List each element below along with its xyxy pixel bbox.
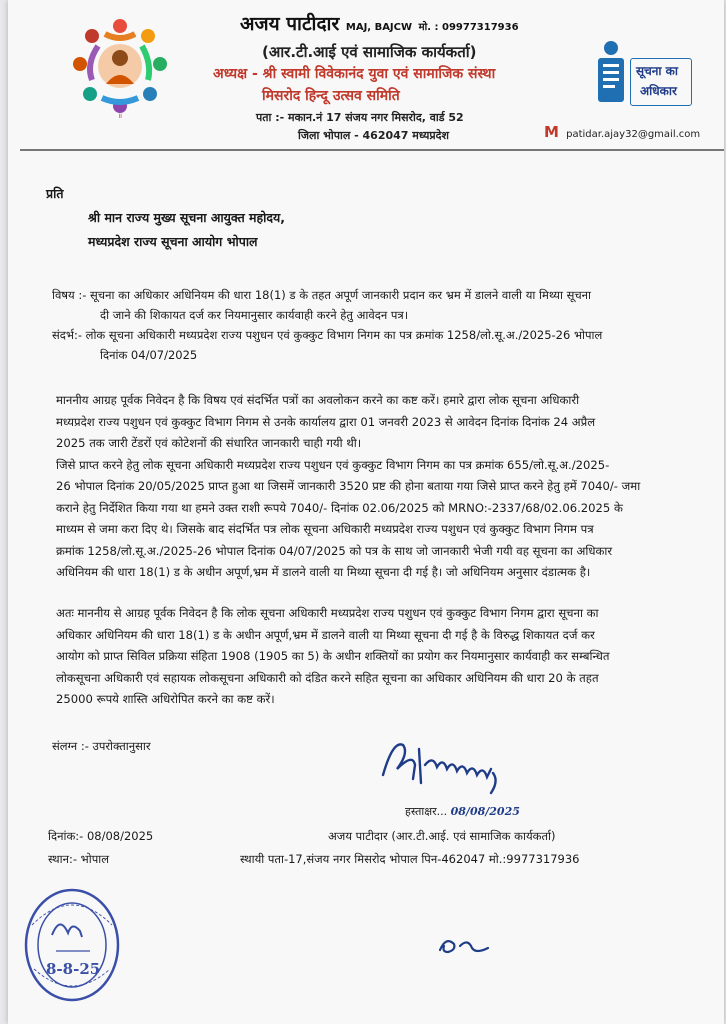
rti-logo-text-line2: अधिकार bbox=[640, 84, 677, 98]
rti-logo-text-line1: सूचना का bbox=[636, 64, 679, 78]
subject-line2: दी जाने की शिकायत दर्ज कर नियमानुसार कार्यवाही करने हेतु आवेदन पत्र। bbox=[100, 308, 409, 322]
para1-line: कराने हेतु निर्देशित किया गया था हमने उक्त राशी रूपये 7040/- दिनांक 02.06/2025 को MRNO:-2337/68/02.06.2025 के bbox=[56, 500, 623, 515]
signatory-name: अजय पाटीदार (आर.टी.आई. एवं सामाजिक कार्यकर्ता) bbox=[328, 829, 556, 843]
para1-line: जिसे प्राप्त करने हेतु लोक सूचना अधिकारी मध्यप्रदेश राज्य पशुधन एवं कुक्कुट विभाग निगम का पत्र क्रमांक 655/लो.सू.अ./2025- bbox=[56, 457, 610, 472]
header-address-line1: पता :- मकान.नं 17 संजय नगर मिसरोद, वार्ड 52 bbox=[256, 111, 464, 124]
header-email bbox=[544, 123, 700, 141]
para2-line: अधिकार अधिनियम की धारा 18(1) ड के अधीन अपूर्ण,भ्रम में डालने वाली या मिथ्या सूचना दी गई है के विरुद्ध शिकायत दर्ज कर bbox=[56, 627, 595, 642]
addressee-line1: श्री मान राज्य मुख्य सूचना आयुक्त महोदय, bbox=[88, 210, 286, 225]
signature-line bbox=[405, 804, 520, 819]
paragraph-2 bbox=[56, 603, 610, 711]
para1-line: अधिनियम की धारा 18(1) ड के अधीन अपूर्ण,भ्रम में डालने वाली या मिथ्या सूचना दी गई है। जो अधिनियम अनुसार दंडात्मक है। bbox=[56, 565, 591, 579]
header-name bbox=[240, 10, 519, 36]
email-text: patidar.ajay32@gmail.com bbox=[566, 129, 701, 140]
qualification-text: MAJ, BAJCW bbox=[345, 22, 413, 33]
header-role: (आर.टी.आई एवं सामाजिक कार्यकर्ता) bbox=[262, 43, 477, 61]
mobile-text: मो. : 09977317936 bbox=[418, 22, 519, 33]
date-label: दिनांक:- 08/08/2025 bbox=[48, 829, 154, 843]
prati-label: प्रति bbox=[46, 186, 64, 201]
rti-logo bbox=[596, 40, 691, 110]
enclosure-label: संलग्न :- उपरोक्तानुसार bbox=[52, 739, 151, 753]
para1-line: मध्यप्रदेश राज्य पशुधन एवं कुक्कुट विभाग निगम से उनके कार्यालय द्वारा 01 जनवरी 2023 से आवेदन दिनांक दिनांक 24 अप्रैल bbox=[56, 414, 596, 429]
para2-line: लोकसूचना अधिकारी एवं सहायक लोकसूचना अधिकारी को दंडित करने सहित सूचना का अधिकार अधिनियम की धारा 20 के तहत bbox=[56, 670, 599, 685]
signature-label: हस्ताक्षर... bbox=[405, 805, 448, 818]
para2-line: अतः माननीय से आग्रह पूर्वक निवेदन है कि लोक सूचना अधिकारी मध्यप्रदेश राज्य पशुधन एवं कुक्कुट विभाग निगम द्वारा सूचना का bbox=[56, 606, 599, 620]
sanstha-logo-icon bbox=[70, 14, 170, 124]
stamp-date: 8-8-25 bbox=[46, 960, 101, 978]
letter-page bbox=[8, 0, 724, 1024]
paragraph-1 bbox=[56, 390, 640, 584]
para2-line: 25000 रूपये शास्ति अधिरोपित करने का कष्ट करें। bbox=[56, 692, 275, 706]
para1-line: 26 भोपाल दिनांक 20/05/2025 प्राप्त हुआ था जिसमें जानकारी 3520 प्रष्ट की होना बताया गया जिसे प्राप्त करने हेतु हमें 7040/- जमा bbox=[56, 479, 641, 493]
para1-line: माननीय आग्रह पूर्वक निवेदन है कि विषय एवं संदर्भित पत्रों का अवलोकन करने का कष्ट करें। हमारे द्वारा लोक सूचना अधिकारी bbox=[56, 393, 580, 407]
header-organization: अध्यक्ष - श्री स्वामी विवेकानंद युवा एवं सामाजिक संस्था bbox=[213, 66, 496, 82]
addressee-line2: मध्यप्रदेश राज्य सूचना आयोग भोपाल bbox=[88, 234, 258, 249]
name-text: अजय पाटीदार bbox=[240, 13, 340, 35]
para1-line: माध्यम से जमा करा दिए थे। जिसके बाद संदर्भित पत्र लोक सूचना अधिकारी मध्यप्रदेश राज्य पशुधन एवं कुक्कुट विभाग निगम पत्र bbox=[56, 522, 594, 536]
commission-stamp-icon bbox=[22, 885, 122, 1003]
permanent-address: स्थायी पता-17,संजय नगर मिसरोद भोपाल पिन-462047 मो.:9977317936 bbox=[240, 852, 580, 866]
svg-text:॥: ॥ bbox=[117, 112, 123, 120]
header-divider bbox=[20, 149, 724, 151]
initials-icon bbox=[436, 930, 496, 958]
header-address-line2: जिला भोपाल - 462047 मध्यप्रदेश bbox=[298, 129, 449, 142]
reference-line2: दिनांक 04/07/2025 bbox=[100, 348, 198, 362]
header-samiti: मिसरोद हिन्दू उत्सव समिति bbox=[262, 88, 400, 104]
place-label: स्थान:- भोपाल bbox=[48, 852, 110, 866]
gmail-icon: M bbox=[544, 123, 559, 141]
subject-line1: विषय :- सूचना का अधिकार अधिनियम की धारा 18(1) ड के तहत अपूर्ण जानकारी प्रदान कर भ्रम में डालने वाली या मिथ्या सूचना bbox=[52, 288, 592, 302]
para1-line: 2025 तक जारी टेंडरों एवं कोटेशनों की संधारित जानकारी चाही गयी थी। bbox=[56, 436, 362, 450]
reference-line1: संदर्भ:- लोक सूचना अधिकारी मध्यप्रदेश राज्य पशुधन एवं कुक्कुट विभाग निगम का पत्र क्रमांक 1258/लो.सू.अ./2025-26 भोपाल bbox=[52, 328, 603, 342]
signature-icon bbox=[373, 735, 523, 795]
para2-line: आयोग को प्राप्त सिविल प्रक्रिया संहिता 1908 (1905 का 5) के अधीन शक्तियों का प्रयोग कर नियमानुसार कार्यवाही कर सम्बन्धित bbox=[56, 649, 610, 663]
signature-date: 08/08/2025 bbox=[450, 805, 520, 818]
para1-line: क्रमांक 1258/लो.सू.अ./2025-26 भोपाल दिनांक 04/07/2025 को पत्र के साथ जो जानकारी भेजी गयी वह सूचना का अधिकार bbox=[56, 543, 613, 558]
rti-person-icon bbox=[596, 40, 626, 104]
